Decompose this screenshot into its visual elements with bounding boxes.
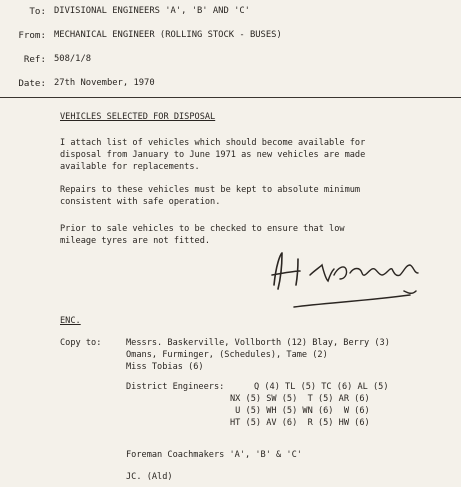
district-row: Q (4) TL (5) TC (6) AL (5) bbox=[254, 382, 389, 392]
copy-line1: Messrs. Baskerville, Vollborth (12) Blay, Berry (3) bbox=[126, 338, 390, 348]
copy-line3: Miss Tobias (6) bbox=[126, 362, 204, 372]
date-label: Date: bbox=[18, 78, 46, 89]
jc-line: JC. (Ald) bbox=[126, 472, 173, 482]
enc-label: ENC. bbox=[60, 316, 81, 326]
to-label: To: bbox=[29, 6, 46, 17]
para1-line2: disposal from January to June 1971 as new vehicles are made bbox=[60, 150, 366, 160]
ref-label: Ref: bbox=[23, 54, 46, 65]
district-row: HT (5) AV (6) R (5) HW (6) bbox=[230, 418, 370, 428]
para1-line3: available for replacements. bbox=[60, 162, 200, 172]
para3-line2: mileage tyres are not fitted. bbox=[60, 236, 211, 246]
from-value: MECHANICAL ENGINEER (ROLLING STOCK - BUSES) bbox=[54, 30, 282, 40]
to-value: DIVISIONAL ENGINEERS 'A', 'B' AND 'C' bbox=[54, 6, 250, 16]
district-engineers-label: District Engineers: bbox=[126, 382, 225, 392]
date-value: 27th November, 1970 bbox=[54, 78, 155, 88]
para2-line2: consistent with safe operation. bbox=[60, 197, 221, 207]
memo-subject: VEHICLES SELECTED FOR DISPOSAL bbox=[60, 112, 216, 122]
copy-line2: Omans, Furminger, (Schedules), Tame (2) bbox=[126, 350, 328, 360]
district-row: NX (5) SW (5) T (5) AR (6) bbox=[230, 394, 370, 404]
district-row: U (5) WH (5) WN (6) W (6) bbox=[230, 406, 370, 416]
copy-to-label: Copy to: bbox=[60, 338, 102, 348]
ref-value: 508/1/8 bbox=[54, 54, 92, 64]
from-label: From: bbox=[18, 30, 46, 41]
header-divider bbox=[0, 97, 461, 98]
para3-line1: Prior to sale vehicles to be checked to ensure that low bbox=[60, 224, 345, 234]
para1-line1: I attach list of vehicles which should become available for bbox=[60, 138, 366, 148]
para2-line1: Repairs to these vehicles must be kept to absolute minimum bbox=[60, 185, 361, 195]
foreman-line: Foreman Coachmakers 'A', 'B' & 'C' bbox=[126, 450, 302, 460]
handwritten-signature bbox=[264, 245, 424, 315]
